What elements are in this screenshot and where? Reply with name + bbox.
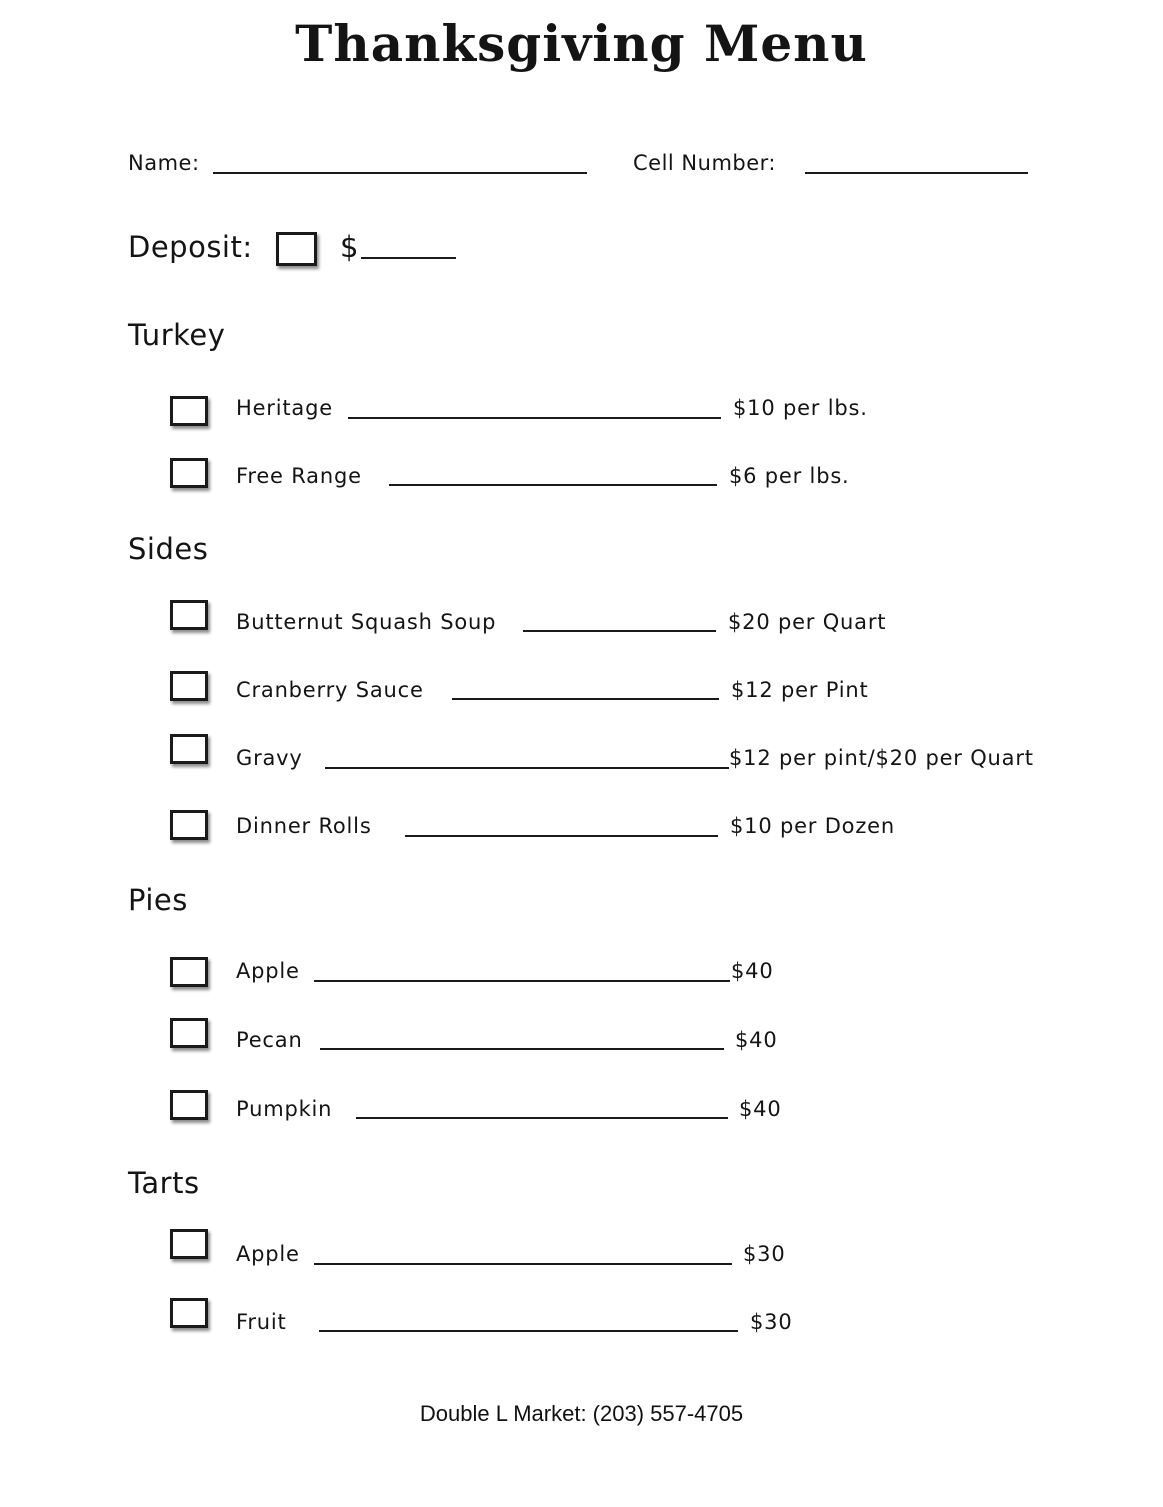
deposit-checkbox[interactable]: [276, 232, 317, 266]
checkbox-fruit-tart[interactable]: [170, 1298, 208, 1328]
item-price: $40: [739, 1097, 782, 1121]
quantity-field[interactable]: [356, 1117, 728, 1119]
item-price: $10 per Dozen: [730, 814, 895, 838]
section-title-sides: Sides: [128, 532, 209, 566]
quantity-field[interactable]: [523, 630, 716, 632]
item-name: Free Range: [236, 464, 362, 488]
deposit-dollar-sign: $: [340, 230, 359, 264]
item-price: $12 per Pint: [731, 678, 869, 702]
item-name: Heritage: [236, 396, 333, 420]
item-name: Fruit: [236, 1310, 287, 1334]
checkbox-dinner-rolls[interactable]: [170, 810, 208, 840]
item-name: Cranberry Sauce: [236, 678, 424, 702]
checkbox-cranberry-sauce[interactable]: [170, 671, 208, 701]
footer-contact: Double L Market: (203) 557-4705: [419, 1401, 744, 1426]
quantity-field[interactable]: [389, 484, 717, 486]
deposit-label: Deposit:: [128, 230, 253, 264]
section-title-pies: Pies: [128, 883, 188, 917]
checkbox-butternut-squash-soup[interactable]: [170, 600, 208, 630]
quantity-field[interactable]: [452, 698, 719, 700]
item-name: Apple: [236, 1242, 300, 1266]
checkbox-gravy[interactable]: [170, 734, 208, 764]
quantity-field[interactable]: [314, 980, 730, 982]
quantity-field[interactable]: [325, 767, 729, 769]
name-label: Name:: [128, 151, 200, 175]
item-price: $40: [731, 959, 774, 983]
checkbox-pumpkin-pie[interactable]: [170, 1090, 208, 1120]
item-price: $30: [743, 1242, 786, 1266]
item-price: $10 per lbs.: [733, 396, 868, 420]
item-price: $12 per pint/$20 per Quart: [729, 746, 1034, 770]
item-name: Pecan: [236, 1028, 303, 1052]
item-name: Dinner Rolls: [236, 814, 372, 838]
checkbox-free-range[interactable]: [170, 458, 208, 488]
cell-number-label: Cell Number:: [633, 151, 776, 175]
quantity-field[interactable]: [320, 1048, 724, 1050]
item-name: Apple: [236, 959, 300, 983]
section-title-turkey: Turkey: [128, 318, 226, 352]
quantity-field[interactable]: [405, 835, 718, 837]
quantity-field[interactable]: [314, 1263, 732, 1265]
deposit-amount-field[interactable]: [361, 257, 456, 259]
checkbox-pecan-pie[interactable]: [170, 1018, 208, 1048]
quantity-field[interactable]: [348, 417, 721, 419]
item-name: Gravy: [236, 746, 303, 770]
item-name: Butternut Squash Soup: [236, 610, 497, 634]
item-price: $6 per lbs.: [729, 464, 850, 488]
checkbox-apple-pie[interactable]: [170, 957, 208, 987]
name-field[interactable]: [213, 172, 587, 174]
section-title-tarts: Tarts: [128, 1166, 200, 1200]
cell-number-field[interactable]: [805, 172, 1028, 174]
checkbox-heritage[interactable]: [170, 396, 208, 426]
item-name: Pumpkin: [236, 1097, 333, 1121]
item-price: $30: [750, 1310, 793, 1334]
page-title: Thanksgiving Menu: [295, 14, 868, 73]
item-price: $20 per Quart: [728, 610, 887, 634]
item-price: $40: [735, 1028, 778, 1052]
quantity-field[interactable]: [319, 1330, 738, 1332]
checkbox-apple-tart[interactable]: [170, 1229, 208, 1259]
